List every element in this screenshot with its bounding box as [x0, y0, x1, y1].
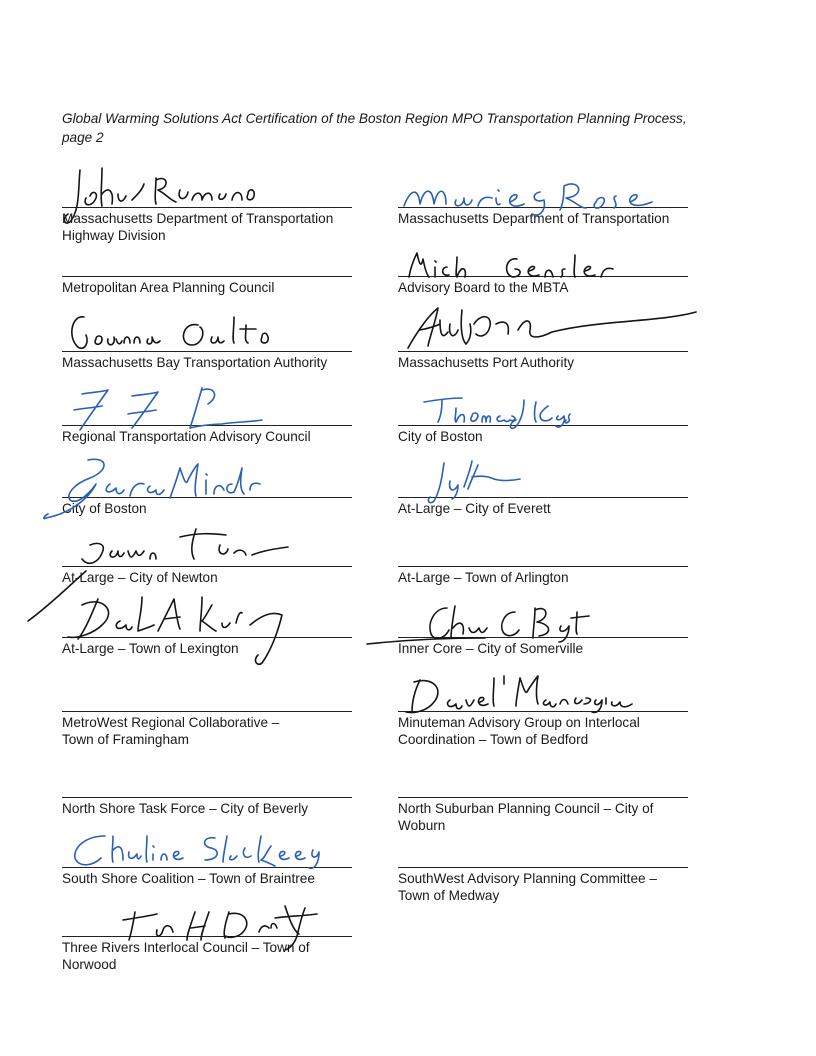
signature-scrawl-massport	[400, 300, 710, 355]
signature-label: Massachusetts Department of Transportation Highway Division	[62, 211, 334, 243]
signature-label: Three Rivers Interlocal Council – Town of Norwood	[62, 940, 310, 972]
signature-label: North Shore Task Force – City of Beverly	[62, 801, 309, 816]
signature-line	[398, 797, 688, 798]
signature-label: At-Large – Town of Arlington	[398, 570, 569, 585]
signature-label: Advisory Board to the MBTA	[398, 280, 569, 295]
signature-line	[398, 637, 688, 638]
signature-line	[62, 637, 352, 638]
signature-label: SouthWest Advisory Planning Committee – Town of Medway	[398, 871, 657, 903]
signature-line	[398, 351, 688, 352]
signature-line	[62, 936, 352, 937]
signature-line	[62, 351, 352, 352]
signature-label: Massachusetts Department of Transportation	[398, 211, 670, 226]
signature-label: Regional Transportation Advisory Council	[62, 429, 311, 444]
signature-line	[62, 711, 352, 712]
signature-line	[398, 711, 688, 712]
signature-label: North Suburban Planning Council – City of Woburn	[398, 801, 654, 833]
signature-line	[62, 276, 352, 277]
signature-label: City of Boston	[62, 501, 147, 516]
signature-label: At-Large – City of Newton	[62, 570, 218, 585]
signature-line	[62, 566, 352, 567]
signature-label: Minuteman Advisory Group on Interlocal Coordination – Town of Bedford	[398, 715, 640, 747]
signature-line	[62, 497, 352, 498]
header-page-number: page 2	[62, 130, 104, 145]
signature-label: Inner Core – City of Somerville	[398, 641, 584, 656]
signature-line	[398, 207, 688, 208]
signature-scrawl-braintree	[65, 826, 335, 876]
signature-label: At-Large – Town of Lexington	[62, 641, 239, 656]
signature-scrawl-city-of-boston-right	[420, 392, 590, 432]
signature-scrawl-bedford	[400, 670, 650, 720]
signature-scrawl-lexington	[62, 585, 297, 670]
signature-label: South Shore Coalition – Town of Braintree	[62, 871, 315, 886]
signature-label: At-Large – City of Everett	[398, 501, 551, 516]
signature-line	[398, 276, 688, 277]
signature-label: Massachusetts Port Authority	[398, 355, 575, 370]
signature-label: Metropolitan Area Planning Council	[62, 280, 275, 295]
signature-line	[62, 867, 352, 868]
signature-line	[398, 566, 688, 567]
signature-line	[398, 425, 688, 426]
signature-label: Massachusetts Bay Transportation Authority	[62, 355, 328, 370]
signature-line	[62, 797, 352, 798]
header-title: Global Warming Solutions Act Certification of the Boston Region MPO Transportation Planning Process,	[62, 111, 687, 126]
signature-line	[62, 425, 352, 426]
signature-line	[398, 497, 688, 498]
signature-line	[62, 207, 352, 208]
document-header	[62, 109, 742, 147]
signature-label: City of Boston	[398, 429, 483, 444]
signature-line	[398, 867, 688, 868]
signature-label: MetroWest Regional Collaborative – Town of Framingham	[62, 715, 280, 747]
